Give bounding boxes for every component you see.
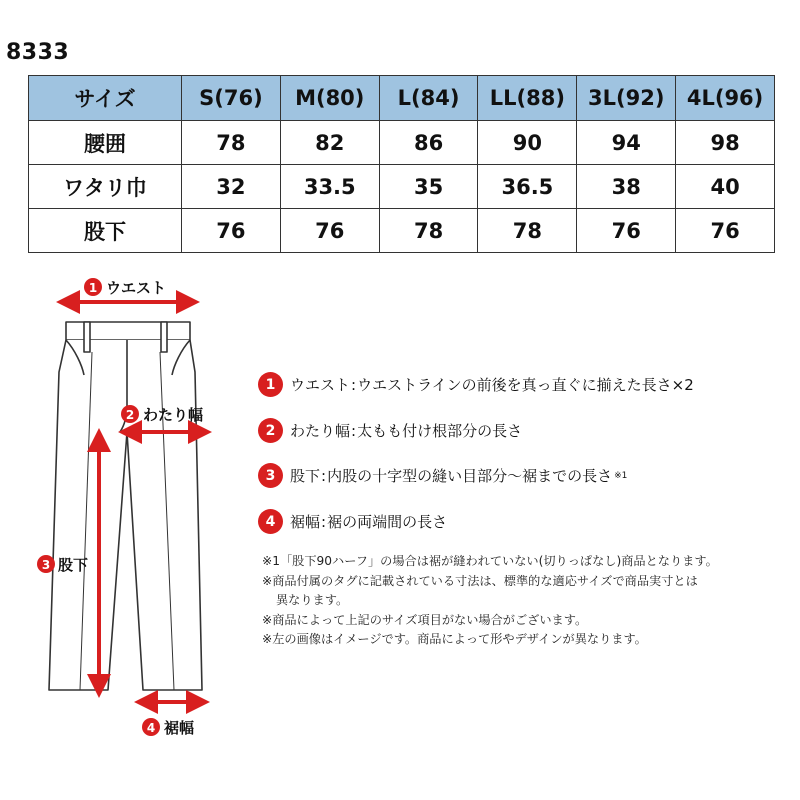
size-header-cell: 4L(96): [676, 76, 775, 121]
row-label-thigh: ワタリ巾: [29, 165, 182, 209]
size-header-row: [29, 76, 775, 121]
table-cell: 36.5: [478, 165, 577, 209]
table-cell: 76: [280, 209, 379, 253]
table-cell: 94: [577, 121, 676, 165]
legend-desc: 内股の十字型の縫い目部分～裾までの長さ: [327, 467, 613, 485]
legend-desc: ウエストラインの前後を真っ直ぐに揃えた長さ×2: [357, 376, 694, 394]
legend-desc: 裾の両端間の長さ: [327, 513, 448, 531]
table-cell: 35: [379, 165, 478, 209]
table-cell: 82: [280, 121, 379, 165]
note-reference: ※1: [614, 470, 628, 481]
table-cell: 98: [676, 121, 775, 165]
table-row: [29, 209, 775, 253]
svg-text:2: 2: [125, 408, 135, 422]
diagram-label-hem: [142, 718, 194, 737]
table-cell: 78: [478, 209, 577, 253]
diagram-label-inseam: [37, 555, 88, 574]
footnote-continuation: 異なります。: [276, 593, 349, 607]
legend-item-hem: [258, 509, 447, 534]
legend-desc: 太もも付け根部分の長さ: [357, 422, 523, 440]
svg-text:3: 3: [41, 558, 51, 572]
size-table: [28, 75, 775, 253]
table-cell: 76: [577, 209, 676, 253]
table-cell: 32: [182, 165, 281, 209]
table-cell: 78: [182, 121, 281, 165]
size-header-label: サイズ: [29, 76, 182, 121]
legend-colon: :: [351, 375, 357, 394]
number-badge-icon: 1: [258, 372, 283, 397]
size-header-cell: LL(88): [478, 76, 577, 121]
row-label-hip: 腰囲: [29, 121, 182, 165]
svg-text:ウエスト: ウエスト: [106, 279, 167, 297]
legend-item-inseam: [258, 463, 627, 488]
svg-text:股下: 股下: [58, 556, 89, 574]
size-header-cell: 3L(92): [577, 76, 676, 121]
legend-colon: :: [351, 421, 357, 440]
svg-text:1: 1: [88, 281, 98, 295]
table-cell: 78: [379, 209, 478, 253]
legend-term: 裾幅: [290, 513, 321, 531]
legend-item-thigh: [258, 418, 522, 443]
number-badge-icon: 3: [258, 463, 283, 488]
footnote: ※1「股下90ハーフ」の場合は裾が縫われていない(切りっぱなし)商品となります。: [262, 554, 718, 568]
footnote: ※左の画像はイメージです。商品によって形やデザインが異なります。: [262, 632, 647, 646]
pants-outline: [49, 322, 202, 690]
legend-term: わたり幅: [290, 422, 351, 440]
footnote: ※商品付属のタグに記載されている寸法は、標準的な適応サイズで商品実寸とは: [262, 573, 698, 588]
number-badge-icon: 2: [258, 418, 283, 443]
table-cell: 86: [379, 121, 478, 165]
legend-item-waist: [258, 372, 694, 397]
model-code: 8333: [6, 40, 70, 65]
number-badge-icon: 4: [258, 509, 283, 534]
footnote: ※商品によって上記のサイズ項目がない場合がございます。: [262, 612, 588, 627]
size-header-cell: S(76): [182, 76, 281, 121]
legend-term: ウエスト: [290, 376, 351, 394]
table-cell: 40: [676, 165, 775, 209]
svg-text:裾幅: 裾幅: [164, 719, 195, 737]
row-label-inseam: 股下: [29, 209, 182, 253]
diagram-label-waist: [84, 278, 166, 297]
table-cell: 76: [676, 209, 775, 253]
svg-text:4: 4: [146, 721, 156, 735]
table-cell: 90: [478, 121, 577, 165]
legend-colon: :: [321, 512, 327, 531]
size-header-cell: M(80): [280, 76, 379, 121]
table-row: [29, 121, 775, 165]
svg-text:わたり幅: わたり幅: [143, 406, 204, 424]
footnotes: [262, 552, 792, 650]
diagram-label-thigh: [121, 405, 203, 424]
table-cell: 33.5: [280, 165, 379, 209]
legend-colon: :: [321, 466, 327, 485]
table-cell: 76: [182, 209, 281, 253]
legend-term: 股下: [290, 467, 321, 485]
size-header-cell: L(84): [379, 76, 478, 121]
table-cell: 38: [577, 165, 676, 209]
table-row: [29, 165, 775, 209]
pants-diagram: [0, 262, 250, 782]
